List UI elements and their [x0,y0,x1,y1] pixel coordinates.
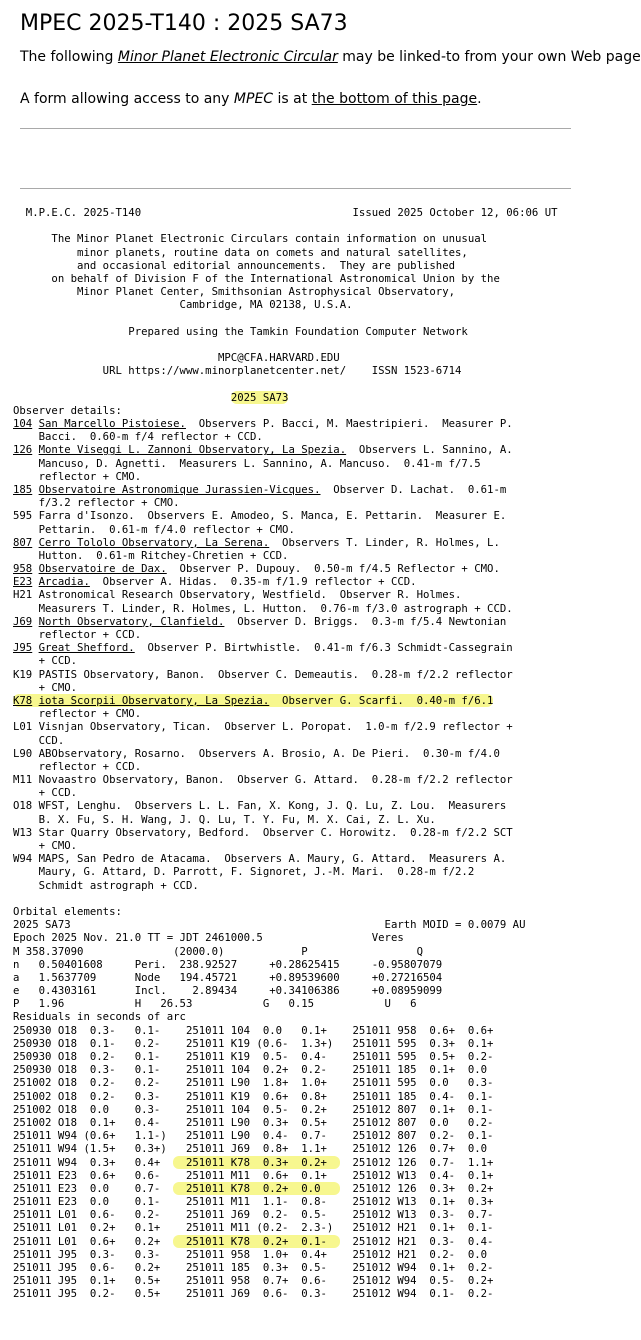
residual-col-2: 251011 K19 0.6+ 0.8+ [173,1089,340,1103]
circular-header-line [13,259,558,272]
residual-col-2: 251011 104 0.5- 0.2+ [173,1102,340,1116]
circular-header-line [13,338,558,351]
circular-header-text: on behalf of Division F of the International Astronomical Union by the [13,271,500,285]
circular-header-line [13,232,558,245]
residual-col-3: 251012 126 0.7+ 0.0 [339,1142,488,1156]
residual-col-3: 251012 126 0.3+ 0.2+ [339,1181,494,1195]
residual-col-1: 251011 J95 0.3- 0.3- [13,1247,174,1261]
residual-col-1: 251011 W94 (0.6+ 1.1-) [13,1129,174,1143]
residual-row [13,1235,558,1248]
residual-row [13,1037,558,1050]
observer-text: B. X. Fu, S. H. Wang, J. Q. Lu, T. Y. Fu, M. X. Cai, Z. L. Xu. [13,812,436,826]
circular-header-text: and occasional editorial announcements. They are published [13,258,456,272]
observer-line [13,575,558,588]
observer-text: Pettarin. 0.61-m f/4.0 reflector + CMO. [13,522,295,536]
observer-line [13,483,558,496]
residual-row [13,1195,558,1208]
orbital-text: Residuals in seconds of arc [13,1010,186,1024]
observer-text: Observer P. Dupouy. 0.50-m f/4.5 Reflector + CMO. [166,562,500,576]
residual-col-2: 251011 104 0.0 0.1+ [173,1023,340,1037]
observer-details-heading [13,404,558,417]
observatory-code-link[interactable]: J95 [13,641,33,655]
residual-col-3: 251012 807 0.2- 0.1- [339,1129,494,1143]
circular-header-line [13,325,558,338]
observer-line [13,470,558,483]
residual-row [13,1142,558,1155]
circular-header-line [13,312,558,325]
residual-col-2: 251011 958 1.0+ 0.4+ [173,1247,340,1261]
page-title: MPEC 2025-T140 : 2025 SA73 [20,11,348,36]
observer-line [13,430,558,443]
residual-col-2: 251011 185 0.3+ 0.5- [173,1261,340,1274]
circular-header-text: Cambridge, MA 02138, U.S.A. [13,298,353,312]
circular-header-line [13,298,558,311]
residual-col-1: 250930 O18 0.1- 0.2- [13,1036,174,1050]
residual-col-3: 251012 H21 0.2- 0.0 [339,1247,488,1261]
residual-col-3: 251012 807 0.1+ 0.1- [339,1102,494,1116]
residual-col-1: 251011 E23 0.6+ 0.6- [13,1168,174,1182]
circular-header-line [13,351,558,364]
residual-col-3: 251012 H21 0.1+ 0.1- [339,1221,494,1235]
residual-row [13,1076,558,1089]
residual-col-2: 251011 104 0.2+ 0.2- [173,1063,340,1077]
observer-line [13,496,558,509]
circular-header-text: URL https://www.minorplanetcenter.net/ ISSN 1523-6714 [13,364,462,378]
residual-row [13,1208,558,1221]
observer-entry [13,694,493,707]
observer-entry [13,536,500,549]
residual-row [13,1274,558,1287]
observer-text: Observer P. Birtwhistle. 0.41-m f/6.3 Schmidt-Cassegrain [134,641,513,655]
observer-details-label: Observer details: [13,403,122,417]
observer-text: Measurers T. Linder, R. Holmes, L. Hutton. 0.76-m f/3.0 astrograph + CCD. [13,601,513,615]
designation-indent [13,391,231,404]
residual-col-2: 251011 M11 1.1- 0.8- [173,1195,340,1209]
divider-top [20,128,571,129]
observer-entry [13,615,506,628]
orbital-text: Epoch 2025 Nov. 21.0 TT = JDT 2461000.5 Veres [13,931,404,945]
orbital-line [13,971,558,984]
observer-line [13,588,558,601]
residual-col-3: 251012 H21 0.3- 0.4- [339,1234,494,1248]
observatory-name-link[interactable]: Monte Viseggi L. Zannoni Observatory, La Spezia. [38,443,347,457]
residual-col-3: 251012 W94 0.5- 0.2+ [339,1274,494,1288]
residual-col-2: 251011 K78 0.2+ 0.1- [173,1234,340,1248]
orbital-text: M 358.37090 (2000.0) P Q [13,944,423,958]
form-paragraph [20,90,482,108]
orbital-line [13,892,558,905]
orbital-line [13,905,558,918]
residual-col-1: 250930 O18 0.3- 0.1- [13,1023,174,1037]
residual-col-3: 251012 W13 0.3- 0.7- [339,1208,494,1222]
intro-text: The following [20,49,118,65]
residual-col-1: 251011 J95 0.6- 0.2+ [13,1261,174,1274]
residual-col-1: 251011 E23 0.0 0.1- [13,1195,174,1209]
orbital-text: n 0.50401608 Peri. 238.92527 +0.28625415 -0.95807079 [13,957,443,971]
residual-col-2: 251011 958 0.7+ 0.6- [173,1274,340,1288]
orbital-text: Orbital elements: [13,904,122,918]
circular-header-line [13,272,558,285]
observatory-name-link[interactable]: North Observatory, Clanfield. [38,614,225,628]
observer-line [13,839,558,852]
observer-line [13,536,558,549]
observatory-name-link[interactable]: Great Shefford. [38,641,135,655]
circular-header-text: Prepared using the Tamkin Foundation Computer Network [13,324,468,338]
residual-row [13,1024,558,1037]
circular-header-text: Minor Planet Center, Smithsonian Astrophysical Observatory, [13,285,456,299]
observer-line [13,760,558,773]
circular-header-line [13,219,558,232]
observer-entry [13,641,513,654]
observatory-code-link[interactable]: 104 [13,417,33,430]
residual-row [13,1063,558,1076]
observer-line [13,826,558,839]
orbital-text: a 1.5637709 Node 194.45721 +0.89539600 +0.27216504 [13,970,443,984]
mpec-word: MPEC [233,91,274,107]
circular-body [13,206,558,1301]
observer-line [13,628,558,641]
observer-line [13,865,558,878]
residual-col-2: 251011 K19 0.5- 0.4- [173,1050,340,1063]
residual-col-2: 251011 K19 (0.6- 1.3+) [173,1036,340,1050]
residual-col-3: 251012 W94 0.1+ 0.2- [339,1261,494,1274]
orbital-text: e 0.4303161 Incl. 2.89434 +0.34106386 +0.08959099 [13,984,443,998]
residual-col-1: 251011 W94 0.3+ 0.4+ [13,1155,174,1169]
circular-header-text: minor planets, routine data on comets and natural satellites, [13,245,468,259]
observer-entry [13,483,506,496]
residual-row [13,1261,558,1274]
residual-row [13,1156,558,1169]
orbital-text: 2025 SA73 Earth MOID = 0.0079 AU [13,918,526,932]
residual-col-3: 251012 807 0.0 0.2- [339,1115,494,1129]
observer-line [13,523,558,536]
observatory-name-link[interactable]: Observatoire de Dax. [38,562,167,576]
residual-col-2: 251011 K78 0.3+ 0.2+ [173,1155,340,1169]
residual-row [13,1169,558,1182]
observer-line [13,694,558,707]
observer-text: W94 MAPS, San Pedro de Atacama. Observers A. Maury, G. Attard. Measurers A. [13,852,507,866]
observer-line [13,773,558,786]
residual-col-1: 251002 O18 0.2- 0.3- [13,1089,174,1103]
observer-entry [13,443,513,456]
orbital-line [13,958,558,971]
observer-text: M11 Novaastro Observatory, Banon. Observer G. Attard. 0.28-m f/2.2 reflector [13,773,513,787]
residual-row [13,1116,558,1129]
observer-line [13,681,558,694]
mpec-definition-link[interactable]: Minor Planet Electronic Circular [117,49,338,65]
residual-col-1: 250930 O18 0.3- 0.1- [13,1063,174,1077]
circular-header-text: The Minor Planet Electronic Circulars contain information on unusual [13,232,488,246]
observer-text: Observer G. Scarfi. 0.40-m f/6.1 [269,693,494,707]
orbital-line [13,918,558,931]
circular-header-line [13,285,558,298]
observer-line [13,668,558,681]
orbital-line [13,931,558,944]
residual-col-1: 251011 L01 0.2+ 0.1+ [13,1221,174,1235]
observatory-name-link[interactable]: Observatoire Astronomique Jurassien-Vicques. [38,482,321,496]
residual-col-3: 251012 W13 0.4- 0.1+ [339,1168,494,1182]
observer-line [13,509,558,522]
observer-text: reflector + CCD. [13,628,142,641]
observer-text: + CMO. [13,680,78,694]
observer-line [13,747,558,760]
circular-header-text: MPC@CFA.HARVARD.EDU [13,351,340,365]
observer-line [13,720,558,733]
observer-text: 595 Farra d'Isonzo. Observers E. Amodeo, S. Manca, E. Pettarin. Measurer E. [13,509,507,523]
orbital-line [13,984,558,997]
observer-line [13,562,558,575]
observer-line [13,602,558,615]
form-text: A form allowing access to any [20,91,234,107]
residual-row [13,1050,558,1063]
form-text-end: . [477,91,482,107]
residual-col-2: 251011 J69 0.8+ 1.1+ [173,1142,340,1156]
orbital-line [13,997,558,1010]
observer-line [13,879,558,892]
orbital-line [13,945,558,958]
circular-header-line [13,246,558,259]
observer-text: f/3.2 reflector + CMO. [13,496,180,510]
circular-header-text: M.P.E.C. 2025-T140 Issued 2025 October 12, 06:06 UT [13,206,558,219]
observer-line [13,457,558,470]
observer-text: W13 Star Quarry Observatory, Bedford. Observer C. Horowitz. 0.28-m f/2.2 SCT [13,825,513,839]
observatory-code-link[interactable]: K78 [13,693,33,707]
observer-text: + CCD. [13,654,78,668]
observer-text: Schmidt astrograph + CCD. [13,878,199,892]
observer-text: Observer D. Briggs. 0.3-m f/5.4 Newtonian [224,614,507,628]
observer-line [13,443,558,456]
residual-col-2: 251011 M11 0.6+ 0.1+ [173,1168,340,1182]
residual-col-3: 251011 595 0.5+ 0.2- [339,1050,494,1063]
circular-header-line [13,206,558,219]
residual-col-1: 251011 E23 0.0 0.7- [13,1181,174,1195]
residual-col-3: 251011 185 0.1+ 0.0 [339,1063,488,1077]
observer-line [13,549,558,562]
observer-line [13,799,558,812]
observatory-code-link[interactable]: J69 [13,614,33,628]
residual-col-3: 251011 185 0.4- 0.1- [339,1089,494,1103]
observatory-code-link[interactable]: 807 [13,535,33,549]
residual-col-3: 251012 W94 0.1- 0.2- [339,1287,494,1301]
bottom-of-page-link[interactable]: the bottom of this page [311,91,478,107]
observer-text: Observers P. Bacci, M. Maestripieri. Measurer P. [185,417,513,430]
observatory-name-link[interactable]: San Marcello Pistoiese. [38,417,186,430]
residual-col-1: 251002 O18 0.1+ 0.4- [13,1115,174,1129]
residual-row [13,1129,558,1142]
residual-col-1: 251002 O18 0.2- 0.2- [13,1076,174,1090]
observer-text: Observer A. Hidas. 0.35-m f/1.9 reflector + CCD. [89,575,417,589]
residual-row [13,1090,558,1103]
residual-col-3: 251012 W13 0.1+ 0.3+ [339,1195,494,1209]
residual-row [13,1182,558,1195]
observatory-code-link[interactable]: 185 [13,482,33,496]
observatory-name-link[interactable]: Arcadia. [38,575,90,589]
observatory-name-link[interactable]: iota Scorpii Observatory, La Spezia. [38,693,270,707]
observer-text: Bacci. 0.60-m f/4 reflector + CCD. [13,430,263,444]
observer-line [13,615,558,628]
residual-col-2: 251011 L90 0.4- 0.7- [173,1129,340,1143]
observer-text: O18 WFST, Lenghu. Observers L. L. Fan, X. Kong, J. Q. Lu, Z. Lou. Measurers [13,799,507,813]
circular-header-line [13,377,558,390]
observatory-code-link[interactable]: 958 [13,562,33,576]
observer-text: + CCD. [13,786,78,800]
designation-line [13,391,558,404]
intro-paragraph [20,48,641,66]
observer-text: + CMO. [13,839,78,852]
residual-col-1: 251002 O18 0.0 0.3- [13,1102,174,1116]
observer-line [13,852,558,865]
residual-col-1: 251011 W94 (1.5+ 0.3+) [13,1142,174,1156]
residual-row [13,1287,558,1300]
designation-title: 2025 SA73 [230,390,289,404]
observer-text: Observer D. Lachat. 0.61-m [320,482,507,496]
residual-col-2: 251011 M11 (0.2- 2.3-) [173,1221,340,1235]
residual-col-2: 251011 L90 0.3+ 0.5+ [173,1115,340,1129]
observatory-name-link[interactable]: Cerro Tololo Observatory, La Serena. [38,535,270,549]
residual-col-1: 251011 J95 0.2- 0.5+ [13,1287,174,1301]
residual-col-3: 251012 126 0.7- 1.1+ [339,1155,494,1169]
observer-entry [13,562,500,575]
observer-text: CCD. [13,733,65,747]
observer-line [13,813,558,826]
observer-text: L90 ABObservatory, Rosarno. Observers A. Brosio, A. De Pieri. 0.30-m f/4.0 [13,746,500,760]
residual-col-3: 251011 595 0.3+ 0.1+ [339,1036,494,1050]
observer-text: reflector + CMO. [13,469,142,483]
residual-col-2: 251011 K78 0.2+ 0.0 [173,1181,340,1195]
observatory-code-link[interactable]: E23 [13,575,33,589]
observer-text: H21 Astronomical Research Observatory, Westfield. Observer R. Holmes. [13,588,462,602]
observer-entry [13,575,417,588]
observer-text: Hutton. 0.61-m Ritchey-Chretien + CCD. [13,548,289,562]
residual-col-1: 251011 L01 0.6+ 0.2+ [13,1234,174,1248]
residual-col-3: 251011 958 0.6+ 0.6+ [339,1023,494,1037]
residual-col-2: 251011 J69 0.6- 0.3- [173,1287,340,1301]
observer-entry [13,417,513,430]
orbital-line [13,1010,558,1023]
intro-text-tail: may be linked-to from your own Web page [337,49,641,65]
observer-text: Observers T. Linder, R. Holmes, L. [269,535,500,549]
residual-col-1: 250930 O18 0.2- 0.1- [13,1050,174,1063]
observer-text: Observers L. Sannino, A. [346,443,513,457]
observer-line [13,641,558,654]
observer-line [13,707,558,720]
residual-row [13,1248,558,1261]
residual-col-1: 251011 J95 0.1+ 0.5+ [13,1274,174,1288]
observer-text: reflector + CMO. [13,707,142,721]
observer-line [13,734,558,747]
observer-line [13,417,558,430]
observer-text: K19 PASTIS Observatory, Banon. Observer C. Demeautis. 0.28-m f/2.2 reflector [13,667,513,681]
observatory-code-link[interactable]: 126 [13,443,33,457]
residual-col-3: 251011 595 0.0 0.3- [339,1076,494,1090]
observer-text: L01 Visnjan Observatory, Tican. Observer L. Poropat. 1.0-m f/2.9 reflector + [13,720,513,734]
observer-text: Mancuso, D. Agnetti. Measurers L. Sannino, A. Mancuso. 0.41-m f/7.5 [13,456,481,470]
observer-text: reflector + CCD. [13,759,142,773]
residual-row [13,1221,558,1234]
form-text-middle: is at [273,91,312,107]
residual-col-2: 251011 J69 0.2- 0.5- [173,1208,340,1222]
residual-col-2: 251011 L90 1.8+ 1.0+ [173,1076,340,1090]
divider-bottom [20,188,571,189]
observer-line [13,654,558,667]
observer-text: Maury, G. Attard, D. Parrott, F. Signoret, J.-M. Mari. 0.28-m f/2.2 [13,865,475,879]
residual-col-1: 251011 L01 0.6- 0.2- [13,1208,174,1222]
circular-header-line [13,364,558,377]
observer-line [13,786,558,799]
residual-row [13,1103,558,1116]
orbital-text: P 1.96 H 26.53 G 0.15 U 6 [13,997,417,1011]
